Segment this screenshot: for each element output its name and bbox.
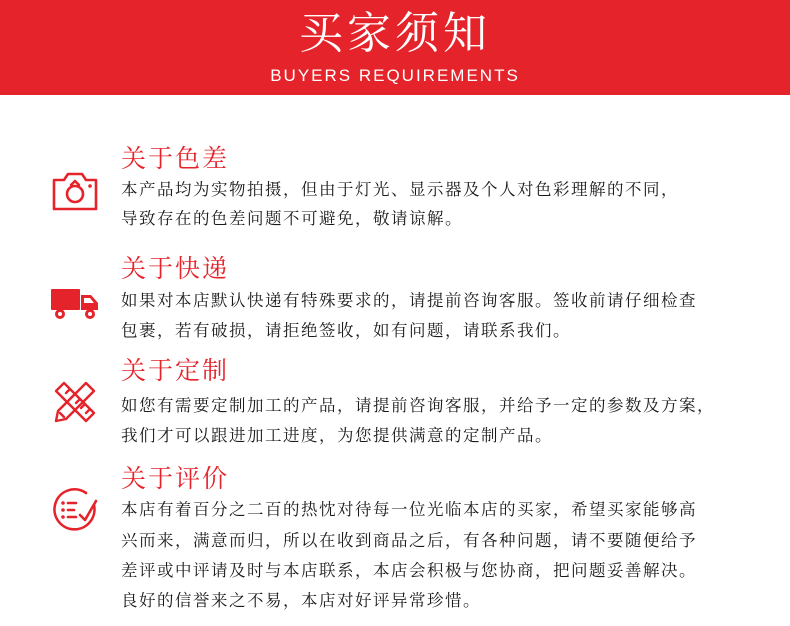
section-text-line: 如您有需要定制加工的产品，请提前咨询客服，并给予一定的参数及方案，	[121, 396, 715, 415]
section-text-line: 兴而来，满意而归，所以在收到商品之后，有各种问题，请不要随便给予	[121, 531, 697, 550]
pencil-ruler-icon	[50, 377, 100, 427]
section-title: 关于评价	[121, 464, 230, 493]
section-title: 关于快递	[121, 254, 230, 283]
camera-ring-icon	[50, 166, 100, 216]
delivery-truck-icon	[50, 277, 100, 327]
section-text-line: 包裹，若有破损，请拒绝签收，如有问题，请联系我们。	[121, 321, 571, 340]
section-text-line: 良好的信誉来之不易，本店对好评异常珍惜。	[121, 591, 481, 610]
section-title: 关于定制	[121, 356, 230, 385]
section-text-line: 本店有着百分之二百的热忱对待每一位光临本店的买家，希望买家能够高	[121, 500, 697, 519]
section-text-line: 本产品均为实物拍摄，但由于灯光、显示器及个人对色彩理解的不同，	[121, 180, 679, 199]
section-title: 关于色差	[121, 144, 230, 173]
section-text-line: 我们才可以跟进加工进度，为您提供满意的定制产品。	[121, 426, 553, 445]
page-subtitle: BUYERS REQUIREMENTS	[270, 66, 520, 85]
section-text-line: 导致存在的色差问题不可避免，敬请谅解。	[121, 209, 463, 228]
header-banner	[0, 0, 790, 95]
section-text-line: 如果对本店默认快递有特殊要求的，请提前咨询客服。签收前请仔细检查	[121, 291, 697, 310]
section-text-line: 差评或中评请及时与本店联系，本店会积极与您协商，把问题妥善解决。	[121, 561, 697, 580]
review-checklist-icon	[50, 485, 100, 535]
page-title: 买家须知	[299, 8, 491, 59]
